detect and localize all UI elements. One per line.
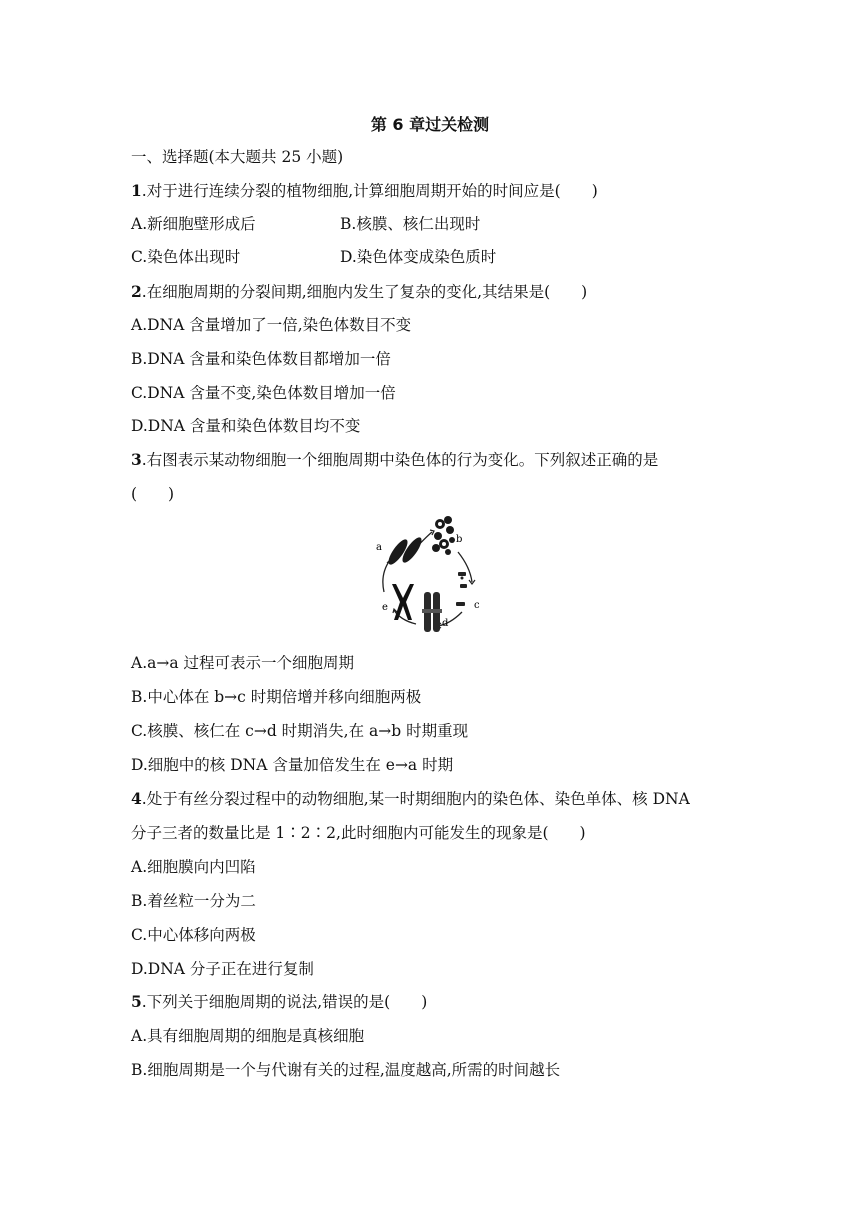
chromosome-e [392, 584, 414, 620]
q4-option-b: B.着丝粒一分为二 [131, 892, 256, 910]
q1-option-b: B.核膜、核仁出现时 [340, 215, 481, 233]
question-5-stem [131, 991, 427, 1013]
q2-option-d: D.DNA 含量和染色体数目均不变 [131, 417, 361, 435]
question-number: 1 [131, 181, 142, 200]
question-text: .在细胞周期的分裂间期,细胞内发生了复杂的变化,其结果是( ) [141, 283, 588, 301]
page-title: 第 6 章过关检测 [370, 115, 490, 134]
question-number: 2 [131, 282, 142, 301]
question-number: 3 [131, 450, 142, 469]
q4-option-d: D.DNA 分子正在进行复制 [131, 960, 314, 978]
question-number: 4 [131, 789, 142, 808]
question-3-stem [131, 449, 658, 471]
chromosome-d [422, 592, 442, 632]
figure-label-c: c [474, 600, 480, 611]
question-2-stem [131, 281, 587, 303]
q2-option-c: C.DNA 含量不变,染色体数目增加一倍 [131, 384, 396, 402]
arrow-b-to-c [458, 552, 472, 582]
question-number: 5 [131, 992, 142, 1011]
arrow-e-to-a [383, 560, 390, 592]
q3-option-c: C.核膜、核仁在 c→d 时期消失,在 a→b 时期重现 [131, 722, 469, 740]
q2-option-a: A.DNA 含量增加了一倍,染色体数目不变 [131, 316, 412, 334]
question-1-stem [131, 180, 598, 202]
figure-label-d: d [442, 618, 449, 629]
q1-option-d: D.染色体变成染色质时 [340, 248, 497, 266]
section-heading: 一、选择题(本大题共 25 小题) [131, 148, 344, 166]
figure-label-a: a [376, 542, 382, 553]
q4-option-a: A.细胞膜向内凹陷 [131, 858, 256, 876]
q1-option-c: C.染色体出现时 [131, 248, 241, 266]
figure-label-e: e [382, 602, 388, 613]
q1-option-a: A.新细胞壁形成后 [131, 215, 256, 233]
q3-answer-paren: ( ) [131, 485, 175, 503]
question-text: .处于有丝分裂过程中的动物细胞,某一时期细胞内的染色体、染色单体、核 DNA [141, 790, 690, 808]
q2-option-b: B.DNA 含量和染色体数目都增加一倍 [131, 350, 391, 368]
q3-option-d: D.细胞中的核 DNA 含量加倍发生在 e→a 时期 [131, 756, 454, 774]
q3-option-a: A.a→a 过程可表示一个细胞周期 [131, 654, 355, 672]
cell-cycle-figure [370, 512, 490, 636]
chromosome-b [432, 516, 455, 555]
figure-label-b: b [456, 534, 463, 545]
q3-option-b: B.中心体在 b→c 时期倍增并移向细胞两极 [131, 688, 422, 706]
question-text: .右图表示某动物细胞一个细胞周期中染色体的行为变化。下列叙述正确的是 [141, 451, 659, 469]
chromosome-c [456, 572, 467, 606]
question-4-stem [131, 788, 690, 810]
q5-option-b: B.细胞周期是一个与代谢有关的过程,温度越高,所需的时间越长 [131, 1061, 561, 1079]
q4-option-c: C.中心体移向两极 [131, 926, 256, 944]
question-text: .下列关于细胞周期的说法,错误的是( ) [141, 993, 428, 1011]
q5-option-a: A.具有细胞周期的细胞是真核细胞 [131, 1027, 365, 1045]
question-4-stem-cont: 分子三者的数量比是 1∶2∶2,此时细胞内可能发生的现象是( ) [131, 824, 586, 842]
question-text: .对于进行连续分裂的植物细胞,计算细胞周期开始的时间应是( ) [141, 182, 598, 200]
